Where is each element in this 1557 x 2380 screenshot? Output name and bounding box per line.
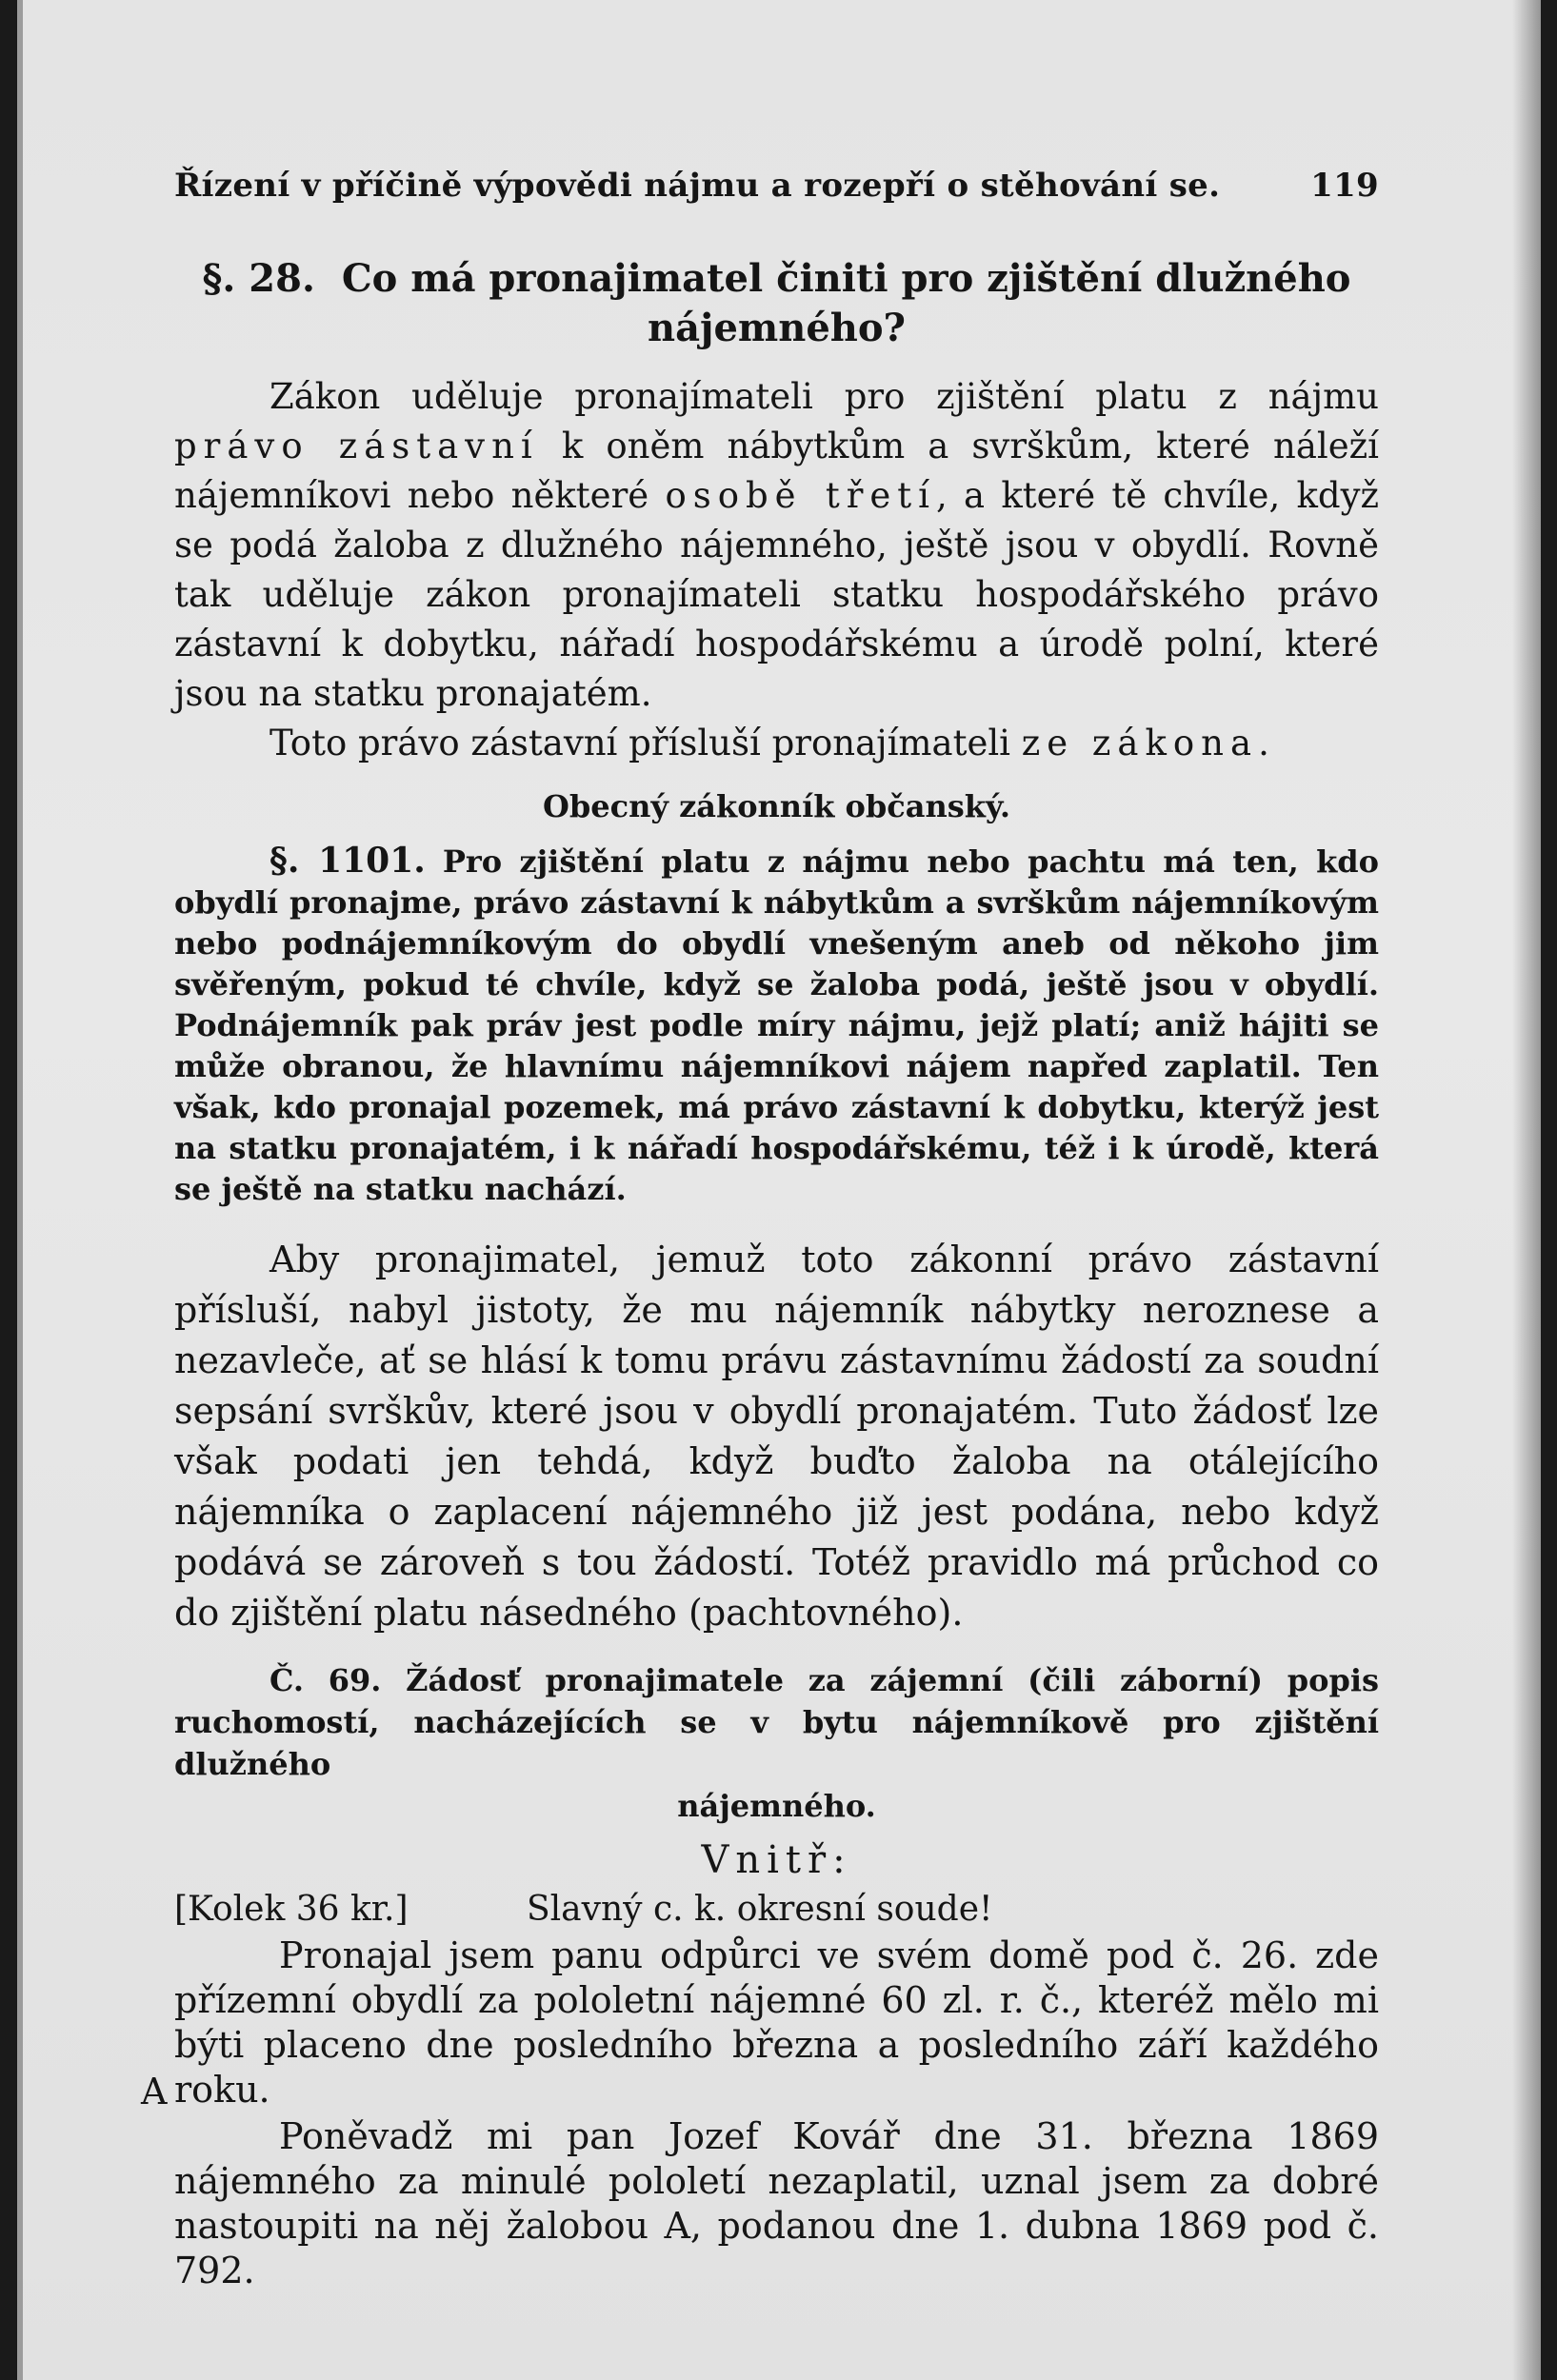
scanned-page [17, 0, 1541, 2380]
main-paragraph: Aby pronajimatel, jemuž toto zákonní právo zástavní přísluší, nabyl jistoty, že mu nájemník nábytky neroznese a nezavleče, ať se hlásí k tomu právu zástavnímu žádostí za soudní sepsání svrškův, které jsou v obydlí pronajatém. Tuto žádosť lze však podati jen tehdá, když buďto žaloba na otálejícího nájemníka o zaplacení nájemného již jest podána, nebo když podává se zároveň s tou žádostí. Totéž pravidlo má průchod co do zjištění platu násedného (pachtovného). [174, 1239, 1379, 1634]
running-header [174, 167, 1379, 205]
form-title-main: Č. 69. Žádosť pronajimatele za zájemní (čili záborní) popis ruchomostí, nacházejících se v bytu nájemníkově pro zjištění dlužného [174, 1662, 1379, 1782]
intro-paragraph-1 [174, 372, 1379, 719]
page-content [141, 167, 1379, 2293]
page-shadow [1512, 0, 1541, 2380]
intro-p1-part-c: , a které tě chvíle, když se podá žaloba z dlužného nájemného, ještě jsou v obydlí. Rovně tak uděluje zákon pronajímateli statku hospodářského právo zástavní k dobytku, nářadí hospodářskému a úrodě polní, které jsou na statku pronajatém. [174, 475, 1379, 714]
section-number: §. 28. [202, 256, 315, 301]
section-heading [174, 254, 1379, 353]
civil-code-title: Obecný zákonník občanský. [543, 788, 1010, 824]
intro-text [174, 372, 1379, 768]
letter-paragraph-2: Poněvadž mi pan Jozef Kovář dne 31. března 1869 nájemného za minulé pololetí nezaplatil, uznal jsem za dobré nastoupiti na něj žalobou A, podanou dne 1. dubna 1869 pod č. 792. [174, 2115, 1379, 2291]
form-title [174, 1659, 1379, 1827]
intro-p1-part-a: Zákon uděluje pronajímateli pro zjištění platu z nájmu [269, 376, 1379, 417]
civil-code-paragraph [174, 841, 1379, 1210]
stamp-note: [Kolek 36 kr.] [174, 1890, 409, 1929]
intro-p1-emphasis-2: osobě třetí [665, 475, 936, 516]
intro-p2-part-a: Toto právo zástavní přísluší pronajímateli [269, 723, 1011, 764]
intro-paragraph-2 [174, 719, 1379, 768]
intro-p1-part-b: k oněm nábytkům a svrškům, které náleží nájemníkovi nebo některé [174, 426, 1379, 516]
letter-paragraph-1: Pronajal jsem panu odpůrci ve svém domě pod č. 26. zde přízemní obydlí za pololetní nájemné 60 zl. r. č., kteréž mělo mi býti placeno dne posledního března a posledního září každého roku. [174, 1934, 1379, 2111]
civil-code-text: Pro zjištění platu z nájmu nebo pachtu má ten, kdo obydlí pronajme, právo zástavní k nábytkům a svrškům nájemníkovým nebo podnájemníkovým do obydlí vnešeným aneb od někoho jim svěřeným, pokud té chvíle, když se žaloba podá, ještě jsou v obydlí. Podnájemník pak práv jest podle míry nájmu, jejž platí; aniž hájiti se může obranou, že hlavnímu nájemníkovi nájem napřed zaplatil. Ten však, kdo pronajal pozemek, má právo zástavní k dobytku, kterýž jest na statku pronajatém, i k nářadí hospodářskému, též i k úrodě, která se ještě na statku nachází. [174, 843, 1379, 1207]
page-edge [17, 0, 23, 2380]
form-place: Vnitř: [701, 1838, 852, 1882]
running-title: Řízení v příčině výpovědi nájmu a rozepří o stěhování se. [174, 167, 1221, 205]
intro-p2-emphasis: ze zákona. [1021, 723, 1276, 764]
letter-body [141, 1934, 1379, 2293]
margin-mark: A [141, 2071, 168, 2112]
form-title-tail: nájemného. [677, 1788, 876, 1824]
salutation: Slavný c. k. okresní soude! [527, 1890, 993, 1929]
civil-code-paragraph-number: §. 1101. [269, 841, 426, 881]
section-title: Co má pronajimatel činiti pro zjištění dlužného nájemného? [341, 256, 1351, 350]
stamp-salutation-line [174, 1886, 1379, 1934]
intro-p1-emphasis: právo zástavní [174, 426, 539, 466]
page-number: 119 [1310, 167, 1379, 205]
